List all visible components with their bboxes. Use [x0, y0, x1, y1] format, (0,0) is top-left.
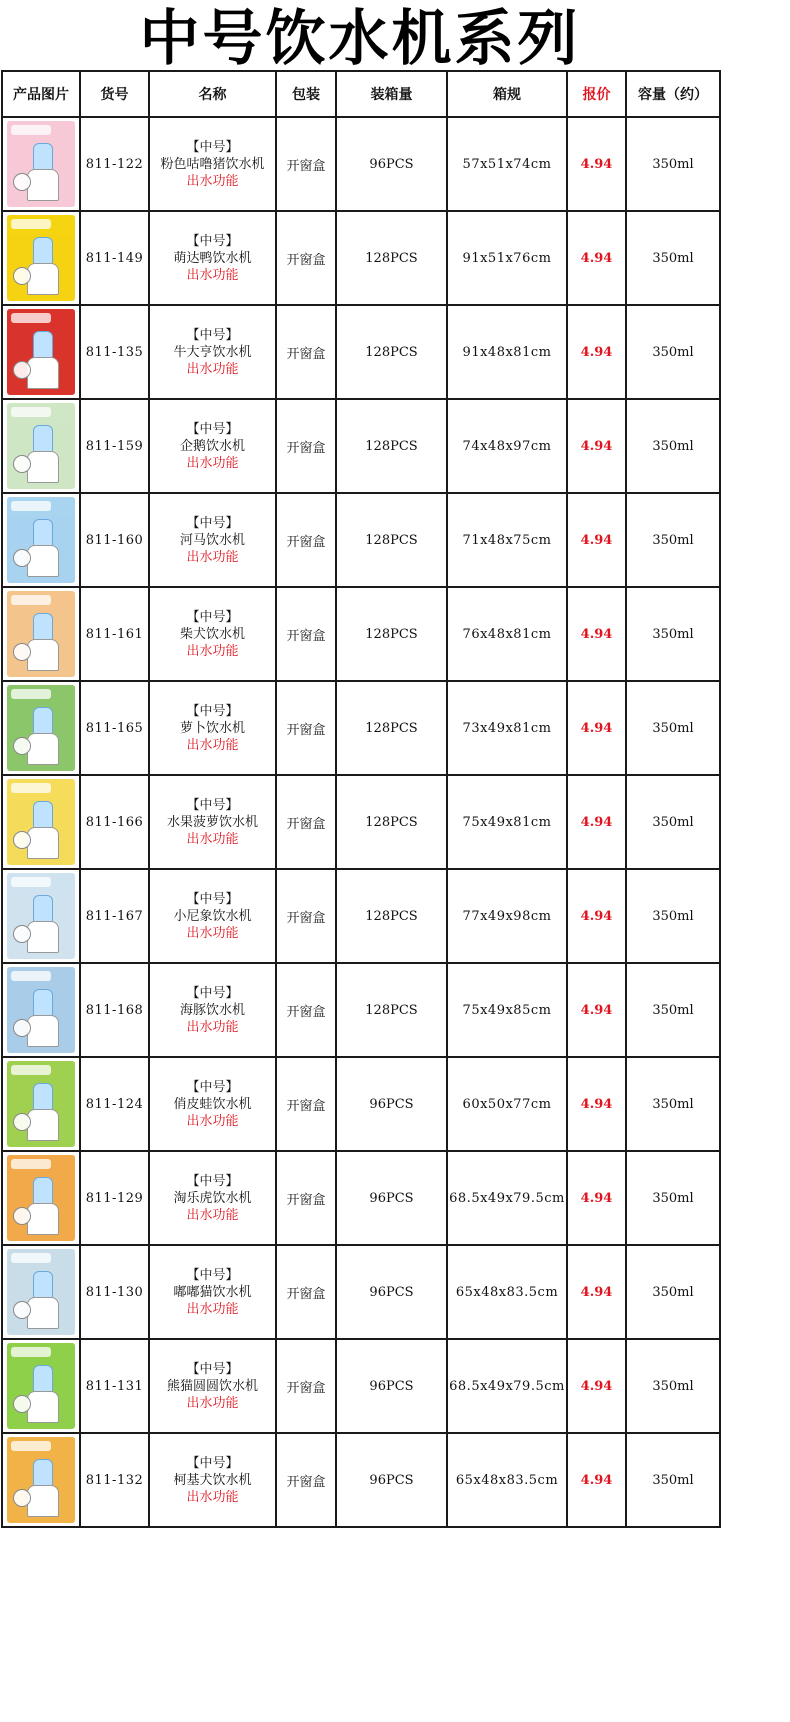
product-thumbnail — [7, 497, 75, 583]
product-image-cell — [2, 1151, 80, 1245]
table-row — [2, 869, 720, 963]
product-thumbnail — [7, 309, 75, 395]
packaging: 开窗盒 — [276, 1057, 336, 1151]
carton-size: 73x49x81cm — [447, 681, 567, 775]
mascot-icon — [13, 1113, 31, 1131]
table-row — [2, 493, 720, 587]
capacity: 350ml — [626, 399, 720, 493]
dispenser-icon — [27, 451, 59, 483]
product-name: 柴犬饮水机 — [179, 626, 245, 642]
product-image-cell — [2, 399, 80, 493]
capacity: 350ml — [626, 775, 720, 869]
carton-size: 74x48x97cm — [447, 399, 567, 493]
water-bottle-icon — [33, 331, 53, 359]
product-image-cell — [2, 1339, 80, 1433]
product-name-cell — [149, 1057, 276, 1151]
dispenser-icon — [27, 1297, 59, 1329]
dispenser-icon — [27, 1391, 59, 1423]
table-row — [2, 1433, 720, 1527]
mascot-icon — [13, 549, 31, 567]
water-bottle-icon — [33, 1271, 53, 1299]
capacity: 350ml — [626, 1057, 720, 1151]
item-code: 811-131 — [80, 1339, 149, 1433]
product-thumbnail — [7, 967, 75, 1053]
feature-note: 出水功能 — [186, 831, 239, 847]
product-name-cell — [149, 399, 276, 493]
dispenser-icon — [27, 827, 59, 859]
carton-size: 65x48x83.5cm — [447, 1245, 567, 1339]
price: 4.94 — [567, 493, 626, 587]
carton-size: 77x49x98cm — [447, 869, 567, 963]
carton-quantity: 96PCS — [336, 1245, 447, 1339]
product-name: 熊猫圆圆饮水机 — [166, 1378, 258, 1394]
price: 4.94 — [567, 211, 626, 305]
carton-size: 68.5x49x79.5cm — [447, 1339, 567, 1433]
water-bottle-icon — [33, 1365, 53, 1393]
mascot-icon — [13, 643, 31, 661]
size-tag: 【中号】 — [186, 891, 239, 907]
item-code: 811-132 — [80, 1433, 149, 1527]
product-thumbnail — [7, 685, 75, 771]
dispenser-icon — [27, 169, 59, 201]
header-row — [2, 71, 720, 117]
price: 4.94 — [567, 117, 626, 211]
product-name-cell — [149, 963, 276, 1057]
product-name: 小尼象饮水机 — [173, 908, 252, 924]
feature-note: 出水功能 — [186, 267, 239, 283]
product-image-cell — [2, 1433, 80, 1527]
product-name: 俏皮蛙饮水机 — [173, 1096, 252, 1112]
water-bottle-icon — [33, 425, 53, 453]
capacity: 350ml — [626, 117, 720, 211]
product-image-cell — [2, 211, 80, 305]
packaging: 开窗盒 — [276, 681, 336, 775]
feature-note: 出水功能 — [186, 1301, 239, 1317]
price: 4.94 — [567, 775, 626, 869]
product-name-cell — [149, 1245, 276, 1339]
capacity: 350ml — [626, 1151, 720, 1245]
mascot-icon — [13, 1395, 31, 1413]
dispenser-icon — [27, 263, 59, 295]
capacity: 350ml — [626, 1339, 720, 1433]
product-thumbnail — [7, 591, 75, 677]
size-tag: 【中号】 — [186, 327, 239, 343]
price: 4.94 — [567, 399, 626, 493]
carton-quantity: 128PCS — [336, 211, 447, 305]
water-bottle-icon — [33, 1177, 53, 1205]
mascot-icon — [13, 831, 31, 849]
capacity: 350ml — [626, 1245, 720, 1339]
product-thumbnail — [7, 1061, 75, 1147]
product-image-cell — [2, 963, 80, 1057]
price: 4.94 — [567, 587, 626, 681]
price: 4.94 — [567, 1151, 626, 1245]
table-row — [2, 305, 720, 399]
product-name-cell — [149, 305, 276, 399]
feature-note: 出水功能 — [186, 643, 239, 659]
carton-size: 91x48x81cm — [447, 305, 567, 399]
dispenser-icon — [27, 733, 59, 765]
capacity: 350ml — [626, 305, 720, 399]
carton-size: 76x48x81cm — [447, 587, 567, 681]
carton-size: 75x49x81cm — [447, 775, 567, 869]
size-tag: 【中号】 — [186, 1267, 239, 1283]
size-tag: 【中号】 — [186, 139, 239, 155]
feature-note: 出水功能 — [186, 737, 239, 753]
size-tag: 【中号】 — [186, 985, 239, 1001]
product-thumbnail — [7, 1437, 75, 1523]
carton-quantity: 128PCS — [336, 869, 447, 963]
product-image-cell — [2, 305, 80, 399]
price: 4.94 — [567, 1245, 626, 1339]
table-row — [2, 775, 720, 869]
mascot-icon — [13, 361, 31, 379]
carton-quantity: 128PCS — [336, 681, 447, 775]
product-name: 企鹅饮水机 — [179, 438, 245, 454]
mascot-icon — [13, 737, 31, 755]
carton-quantity: 128PCS — [336, 775, 447, 869]
item-code: 811-168 — [80, 963, 149, 1057]
mascot-icon — [13, 1489, 31, 1507]
packaging: 开窗盒 — [276, 493, 336, 587]
product-thumbnail — [7, 779, 75, 865]
size-tag: 【中号】 — [186, 609, 239, 625]
product-thumbnail — [7, 1155, 75, 1241]
product-image-cell — [2, 681, 80, 775]
dispenser-icon — [27, 1203, 59, 1235]
water-bottle-icon — [33, 801, 53, 829]
carton-size: 68.5x49x79.5cm — [447, 1151, 567, 1245]
product-name: 萌达鸭饮水机 — [173, 250, 252, 266]
mascot-icon — [13, 1207, 31, 1225]
carton-quantity: 96PCS — [336, 117, 447, 211]
product-name: 水果菠萝饮水机 — [166, 814, 258, 830]
feature-note: 出水功能 — [186, 173, 239, 189]
price: 4.94 — [567, 869, 626, 963]
carton-size: 60x50x77cm — [447, 1057, 567, 1151]
product-name-cell — [149, 1151, 276, 1245]
table-row — [2, 681, 720, 775]
size-tag: 【中号】 — [186, 233, 239, 249]
product-name: 河马饮水机 — [179, 532, 245, 548]
carton-size: 65x48x83.5cm — [447, 1433, 567, 1527]
carton-quantity: 96PCS — [336, 1057, 447, 1151]
header-packaging: 包装 — [276, 71, 336, 117]
size-tag: 【中号】 — [186, 421, 239, 437]
packaging: 开窗盒 — [276, 963, 336, 1057]
dispenser-icon — [27, 545, 59, 577]
product-image-cell — [2, 869, 80, 963]
packaging: 开窗盒 — [276, 305, 336, 399]
feature-note: 出水功能 — [186, 1019, 239, 1035]
packaging: 开窗盒 — [276, 399, 336, 493]
product-image-cell — [2, 1057, 80, 1151]
product-name: 淘乐虎饮水机 — [173, 1190, 252, 1206]
header-item-code: 货号 — [80, 71, 149, 117]
item-code: 811-161 — [80, 587, 149, 681]
capacity: 350ml — [626, 681, 720, 775]
packaging: 开窗盒 — [276, 1151, 336, 1245]
table-row — [2, 1339, 720, 1433]
water-bottle-icon — [33, 895, 53, 923]
product-name-cell — [149, 493, 276, 587]
item-code: 811-165 — [80, 681, 149, 775]
size-tag: 【中号】 — [186, 1173, 239, 1189]
item-code: 811-149 — [80, 211, 149, 305]
item-code: 811-167 — [80, 869, 149, 963]
mascot-icon — [13, 1301, 31, 1319]
product-name: 柯基犬饮水机 — [173, 1472, 252, 1488]
carton-size: 91x51x76cm — [447, 211, 567, 305]
table-row — [2, 1151, 720, 1245]
capacity: 350ml — [626, 869, 720, 963]
packaging: 开窗盒 — [276, 1433, 336, 1527]
price: 4.94 — [567, 963, 626, 1057]
dispenser-icon — [27, 1485, 59, 1517]
product-thumbnail — [7, 121, 75, 207]
product-name-cell — [149, 681, 276, 775]
header-carton-quantity: 装箱量 — [336, 71, 447, 117]
dispenser-icon — [27, 357, 59, 389]
size-tag: 【中号】 — [186, 515, 239, 531]
carton-quantity: 128PCS — [336, 399, 447, 493]
feature-note: 出水功能 — [186, 1113, 239, 1129]
capacity: 350ml — [626, 211, 720, 305]
packaging: 开窗盒 — [276, 587, 336, 681]
dispenser-icon — [27, 921, 59, 953]
packaging: 开窗盒 — [276, 869, 336, 963]
carton-quantity: 128PCS — [336, 305, 447, 399]
mascot-icon — [13, 455, 31, 473]
product-name-cell — [149, 1339, 276, 1433]
item-code: 811-130 — [80, 1245, 149, 1339]
carton-quantity: 96PCS — [336, 1339, 447, 1433]
feature-note: 出水功能 — [186, 1395, 239, 1411]
table-row — [2, 1057, 720, 1151]
water-bottle-icon — [33, 707, 53, 735]
mascot-icon — [13, 925, 31, 943]
item-code: 811-166 — [80, 775, 149, 869]
price: 4.94 — [567, 1433, 626, 1527]
carton-size: 57x51x74cm — [447, 117, 567, 211]
product-name-cell — [149, 1433, 276, 1527]
product-name-cell — [149, 775, 276, 869]
table-row — [2, 963, 720, 1057]
product-image-cell — [2, 117, 80, 211]
feature-note: 出水功能 — [186, 549, 239, 565]
mascot-icon — [13, 267, 31, 285]
capacity: 350ml — [626, 1433, 720, 1527]
mascot-icon — [13, 173, 31, 191]
carton-quantity: 128PCS — [336, 493, 447, 587]
feature-note: 出水功能 — [186, 925, 239, 941]
product-table — [1, 70, 721, 1528]
product-name: 嘟嘟猫饮水机 — [173, 1284, 252, 1300]
water-bottle-icon — [33, 613, 53, 641]
table-row — [2, 399, 720, 493]
feature-note: 出水功能 — [186, 361, 239, 377]
header-carton-size: 箱规 — [447, 71, 567, 117]
item-code: 811-135 — [80, 305, 149, 399]
size-tag: 【中号】 — [186, 703, 239, 719]
item-code: 811-124 — [80, 1057, 149, 1151]
product-image-cell — [2, 587, 80, 681]
dispenser-icon — [27, 1109, 59, 1141]
carton-quantity: 128PCS — [336, 587, 447, 681]
feature-note: 出水功能 — [186, 455, 239, 471]
packaging: 开窗盒 — [276, 1339, 336, 1433]
price: 4.94 — [567, 681, 626, 775]
water-bottle-icon — [33, 1083, 53, 1111]
product-name: 萝卜饮水机 — [179, 720, 245, 736]
water-bottle-icon — [33, 519, 53, 547]
capacity: 350ml — [626, 587, 720, 681]
header-product-name: 名称 — [149, 71, 276, 117]
product-name-cell — [149, 869, 276, 963]
table-row — [2, 211, 720, 305]
capacity: 350ml — [626, 493, 720, 587]
water-bottle-icon — [33, 237, 53, 265]
product-name-cell — [149, 587, 276, 681]
mascot-icon — [13, 1019, 31, 1037]
product-name: 牛大亨饮水机 — [173, 344, 252, 360]
item-code: 811-159 — [80, 399, 149, 493]
table-row — [2, 587, 720, 681]
carton-quantity: 128PCS — [336, 963, 447, 1057]
dispenser-icon — [27, 639, 59, 671]
product-image-cell — [2, 1245, 80, 1339]
header-capacity: 容量（约） — [626, 71, 720, 117]
product-name-cell — [149, 117, 276, 211]
header-product-image: 产品图片 — [2, 71, 80, 117]
product-name: 海豚饮水机 — [179, 1002, 245, 1018]
size-tag: 【中号】 — [186, 797, 239, 813]
feature-note: 出水功能 — [186, 1489, 239, 1505]
packaging: 开窗盒 — [276, 211, 336, 305]
product-thumbnail — [7, 215, 75, 301]
size-tag: 【中号】 — [186, 1361, 239, 1377]
dispenser-icon — [27, 1015, 59, 1047]
price: 4.94 — [567, 1339, 626, 1433]
water-bottle-icon — [33, 143, 53, 171]
price: 4.94 — [567, 1057, 626, 1151]
table-row — [2, 117, 720, 211]
product-image-cell — [2, 775, 80, 869]
price: 4.94 — [567, 305, 626, 399]
item-code: 811-129 — [80, 1151, 149, 1245]
item-code: 811-160 — [80, 493, 149, 587]
item-code: 811-122 — [80, 117, 149, 211]
page-title: 中号饮水机系列 — [139, 4, 581, 74]
product-name: 粉色咕噜猪饮水机 — [160, 156, 265, 172]
water-bottle-icon — [33, 989, 53, 1017]
table-row — [2, 1245, 720, 1339]
carton-quantity: 96PCS — [336, 1151, 447, 1245]
product-thumbnail — [7, 873, 75, 959]
product-thumbnail — [7, 1249, 75, 1335]
capacity: 350ml — [626, 963, 720, 1057]
product-name-cell — [149, 211, 276, 305]
carton-quantity: 96PCS — [336, 1433, 447, 1527]
product-image-cell — [2, 493, 80, 587]
size-tag: 【中号】 — [186, 1079, 239, 1095]
packaging: 开窗盒 — [276, 1245, 336, 1339]
product-thumbnail — [7, 403, 75, 489]
size-tag: 【中号】 — [186, 1455, 239, 1471]
packaging: 开窗盒 — [276, 775, 336, 869]
carton-size: 75x49x85cm — [447, 963, 567, 1057]
carton-size: 71x48x75cm — [447, 493, 567, 587]
packaging: 开窗盒 — [276, 117, 336, 211]
product-thumbnail — [7, 1343, 75, 1429]
header-price: 报价 — [567, 71, 626, 117]
feature-note: 出水功能 — [186, 1207, 239, 1223]
water-bottle-icon — [33, 1459, 53, 1487]
